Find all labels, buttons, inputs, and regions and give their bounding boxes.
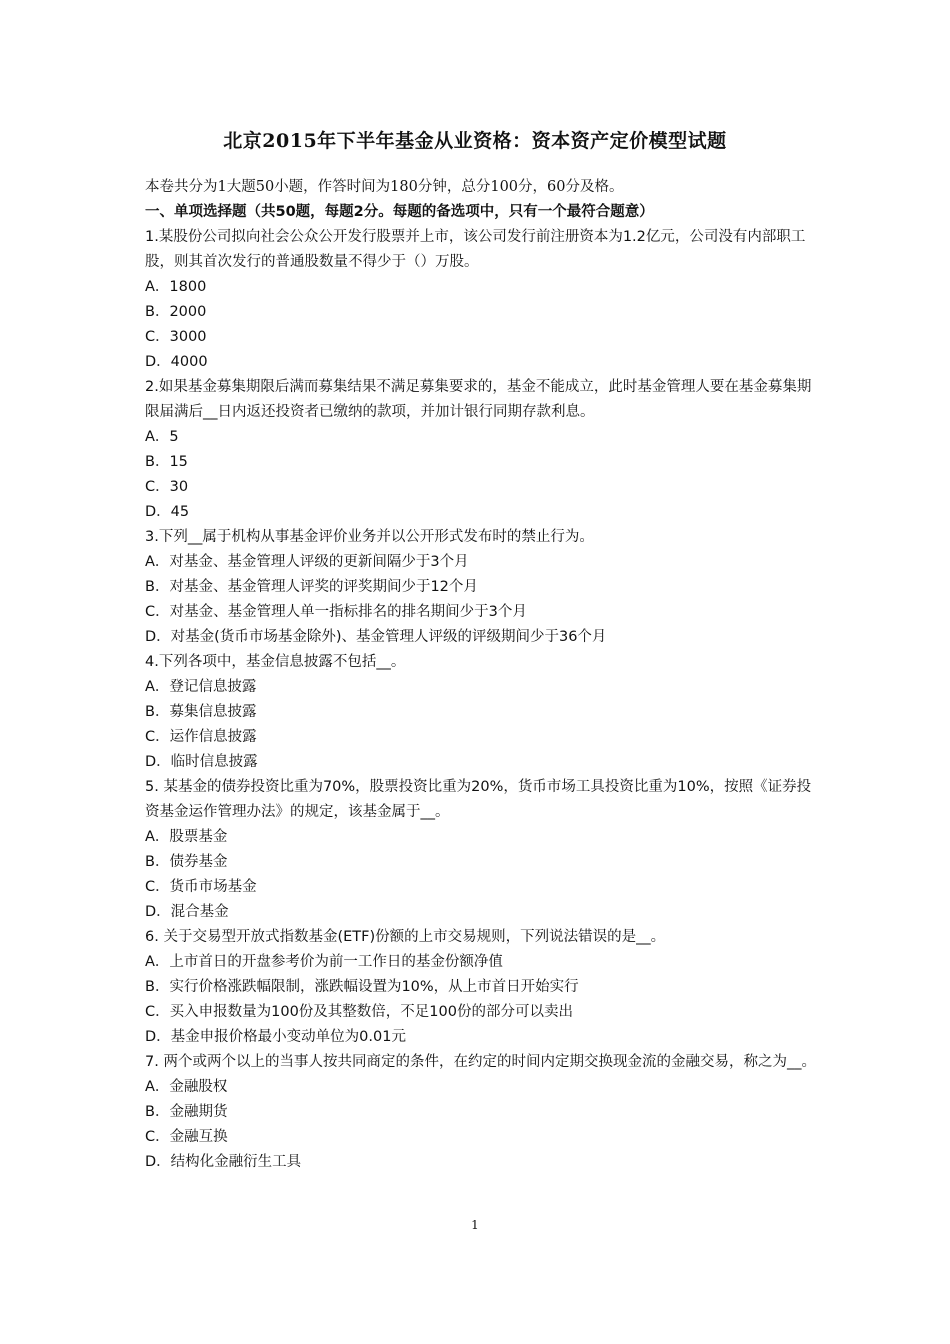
answer-option: D．4000: [145, 354, 208, 370]
answer-option: D．对基金(货币市场基金除外)、基金管理人评级的评级期间少于36个月: [145, 629, 607, 645]
page-title: 北京2015年下半年基金从业资格：资本资产定价模型试题: [223, 130, 727, 152]
question-stem: 2.如果基金募集期限后满而募集结果不满足募集要求的，基金不能成立，此时基金管理人要在基金募集期限届满后__日内返还投资者已缴纳的款项，并加计银行同期存款利息。: [145, 379, 812, 420]
document-body: [145, 175, 825, 1175]
exam-intro: 本卷共分为1大题50小题，作答时间为180分钟，总分100分，60分及格。: [145, 179, 624, 195]
answer-option: D．混合基金: [145, 904, 229, 920]
answer-option: C．对基金、基金管理人单一指标排名的排名期间少于3个月: [145, 604, 527, 620]
answer-option: C．货币市场基金: [145, 879, 257, 895]
question-stem: 3.下列__属于机构从事基金评价业务并以公开形式发布时的禁止行为。: [145, 529, 594, 545]
answer-option: B．实行价格涨跌幅限制，涨跌幅设置为10%，从上市首日开始实行: [145, 979, 579, 995]
question-stem: 6. 关于交易型开放式指数基金(ETF)份额的上市交易规则，下列说法错误的是__。: [145, 929, 666, 945]
answer-option: A．上市首日的开盘参考价为前一工作日的基金份额净值: [145, 954, 503, 970]
answer-option: A．股票基金: [145, 829, 228, 845]
section-heading: 一、单项选择题（共50题，每题2分。每题的备选项中，只有一个最符合题意）: [145, 204, 654, 220]
question-item: [145, 375, 825, 525]
question-item: [145, 650, 825, 775]
answer-option: A．登记信息披露: [145, 679, 257, 695]
answer-option: C．买入申报数量为100份及其整数倍，不足100份的部分可以卖出: [145, 1004, 573, 1020]
answer-option: B．对基金、基金管理人评奖的评奖期间少于12个月: [145, 579, 478, 595]
answer-option: B．15: [145, 454, 188, 470]
page-number: 1: [471, 1218, 479, 1232]
question-stem: 7. 两个或两个以上的当事人按共同商定的条件，在约定的时间内定期交换现金流的金融交易，称之为__。: [145, 1054, 816, 1070]
answer-option: A．对基金、基金管理人评级的更新间隔少于3个月: [145, 554, 469, 570]
answer-option: B．债券基金: [145, 854, 228, 870]
answer-option: A．1800: [145, 279, 207, 295]
answer-option: B．募集信息披露: [145, 704, 257, 720]
answer-option: D．基金申报价格最小变动单位为0.01元: [145, 1029, 406, 1045]
answer-option: B．金融期货: [145, 1104, 228, 1120]
answer-option: D．45: [145, 504, 190, 520]
answer-option: D．临时信息披露: [145, 754, 258, 770]
answer-option: C．金融互换: [145, 1129, 228, 1145]
question-item: [145, 775, 825, 925]
question-item: [145, 225, 825, 375]
question-list: [145, 225, 825, 1175]
question-stem: 5. 某基金的债券投资比重为70%，股票投资比重为20%，货币市场工具投资比重为10%，按照《证券投资基金运作管理办法》的规定，该基金属于__。: [145, 779, 812, 820]
question-item: [145, 1050, 825, 1175]
answer-option: C．3000: [145, 329, 207, 345]
answer-option: A．金融股权: [145, 1079, 228, 1095]
answer-option: A．5: [145, 429, 179, 445]
answer-option: D．结构化金融衍生工具: [145, 1154, 302, 1170]
answer-option: C．运作信息披露: [145, 729, 257, 745]
question-item: [145, 925, 825, 1050]
answer-option: C．30: [145, 479, 189, 495]
question-item: [145, 525, 825, 650]
answer-option: B．2000: [145, 304, 207, 320]
question-stem: 1.某股份公司拟向社会公众公开发行股票并上市，该公司发行前注册资本为1.2亿元，公司没有内部职工股，则其首次发行的普通股数量不得少于（）万股。: [145, 229, 806, 270]
question-stem: 4.下列各项中，基金信息披露不包括__。: [145, 654, 406, 670]
